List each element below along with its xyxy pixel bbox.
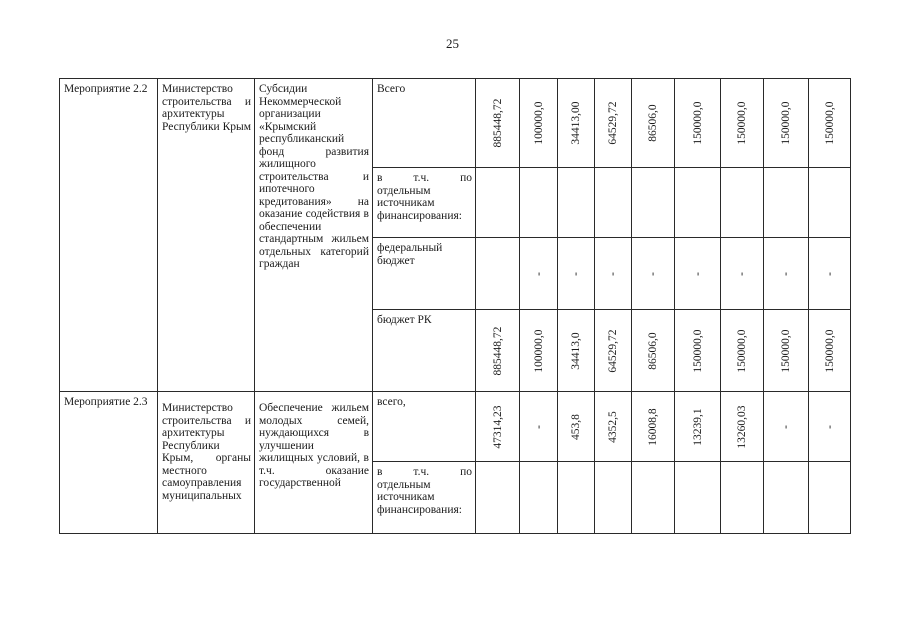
source-label: бюджет РК [377, 314, 432, 326]
value-text: 885448,72 [491, 326, 504, 375]
value-cell [520, 79, 558, 168]
value-cell [675, 238, 721, 310]
source-label: Всего [377, 83, 406, 95]
value-text: 13239,1 [691, 407, 704, 446]
value-cell [764, 310, 809, 392]
value-cell [520, 462, 558, 534]
value-cell [520, 238, 558, 310]
value-text: - [823, 271, 836, 276]
value-cell [675, 168, 721, 238]
value-cell [764, 462, 809, 534]
value-text: 150000,0 [691, 101, 704, 145]
value-text: 34413,0 [569, 331, 582, 370]
value-cell [595, 392, 632, 462]
value-cell [675, 79, 721, 168]
value-cell [595, 79, 632, 168]
value-cell [558, 392, 595, 462]
value-text: 47314,23 [491, 404, 504, 449]
value-cell [558, 168, 595, 238]
value-cell [764, 79, 809, 168]
value-cell [476, 238, 520, 310]
value-cell [675, 462, 721, 534]
description-cell [255, 392, 373, 534]
value-cell [721, 462, 764, 534]
value-cell [721, 238, 764, 310]
value-cell [558, 238, 595, 310]
value-cell [595, 238, 632, 310]
value-text: - [779, 424, 792, 429]
value-cell [809, 79, 851, 168]
source-label: в т.ч. по отдельным источникам финансирования: [377, 466, 472, 516]
source-label: всего, [377, 396, 406, 408]
value-text: 86506,0 [646, 104, 659, 142]
value-text: - [532, 271, 545, 276]
source-cell [373, 392, 476, 462]
value-text: - [691, 271, 704, 276]
value-cell [558, 310, 595, 392]
value-cell [476, 168, 520, 238]
value-cell [632, 168, 675, 238]
value-text: 453,8 [569, 413, 582, 440]
value-cell [809, 310, 851, 392]
value-text: 150000,0 [691, 328, 704, 373]
event-cell [60, 79, 158, 392]
source-label: в т.ч. по отдельным источникам финансирования: [377, 172, 472, 222]
value-text: 64529,72 [606, 101, 619, 145]
value-cell [764, 238, 809, 310]
value-cell [632, 310, 675, 392]
table-row [60, 392, 851, 462]
event-label: Мероприятие 2.2 [64, 83, 148, 95]
value-cell [476, 462, 520, 534]
value-cell [520, 392, 558, 462]
value-text: 885448,72 [491, 98, 504, 148]
event-label: Мероприятие 2.3 [64, 396, 148, 408]
value-cell [809, 168, 851, 238]
value-text: 150000,0 [823, 101, 836, 145]
event-cell [60, 392, 158, 534]
value-cell [595, 168, 632, 238]
value-cell [809, 392, 851, 462]
value-text: 64529,72 [606, 328, 619, 373]
description-label: Субсидии Некоммерческой организации «Крымский республиканский фонд развития жилищного строительства и ипотечного кредитования» на оказание содействия в обеспечении стандартным жильем отдельных категорий граждан [259, 83, 369, 270]
source-cell [373, 168, 476, 238]
executor-cell [158, 79, 255, 392]
source-label: федеральный бюджет [377, 242, 443, 267]
value-text: 100000,0 [532, 328, 545, 373]
value-text: 16008,8 [646, 407, 659, 446]
executor-label: Министерство строительства и архитектуры Республики Крым [162, 83, 251, 133]
value-cell [721, 392, 764, 462]
value-cell [558, 462, 595, 534]
value-cell [675, 310, 721, 392]
value-cell [476, 79, 520, 168]
value-text: 86506,0 [646, 331, 659, 370]
value-cell [721, 310, 764, 392]
value-cell [721, 168, 764, 238]
value-cell [632, 392, 675, 462]
value-text: - [646, 271, 659, 276]
value-cell [675, 392, 721, 462]
value-text: 4352,5 [606, 410, 619, 443]
value-text: 150000,0 [735, 328, 748, 373]
value-cell [632, 79, 675, 168]
value-text: 150000,0 [823, 328, 836, 373]
value-cell [595, 310, 632, 392]
executor-label: Министерство строительства и архитектуры Республики Крым, органы местного самоуправления муниципальных [162, 402, 251, 502]
value-cell [476, 392, 520, 462]
value-cell [476, 310, 520, 392]
description-label: Обеспечение жильем молодых семей, нуждающихся в улучшении жилищных условий, в т.ч. оказание государственной [259, 402, 369, 489]
page-number: 25 [446, 36, 459, 51]
value-text: 150000,0 [779, 101, 792, 145]
funding-table [59, 78, 851, 534]
value-text: - [779, 271, 792, 276]
value-text: 150000,0 [779, 328, 792, 373]
value-cell [632, 238, 675, 310]
value-cell [595, 462, 632, 534]
value-cell [809, 462, 851, 534]
value-text: - [606, 271, 619, 276]
value-cell [721, 79, 764, 168]
value-text: - [823, 424, 836, 429]
value-text: 13260,03 [735, 404, 748, 449]
executor-cell [158, 392, 255, 534]
source-cell [373, 79, 476, 168]
source-cell [373, 310, 476, 392]
source-cell [373, 462, 476, 534]
source-cell [373, 238, 476, 310]
value-cell [520, 310, 558, 392]
value-cell [520, 168, 558, 238]
description-cell [255, 79, 373, 392]
value-text: - [735, 271, 748, 276]
value-cell [764, 392, 809, 462]
value-cell [632, 462, 675, 534]
value-text: 34413,00 [569, 101, 582, 145]
table-row [60, 79, 851, 168]
value-cell [809, 238, 851, 310]
value-text: 100000,0 [532, 101, 545, 145]
value-text: - [532, 424, 545, 429]
value-cell [764, 168, 809, 238]
value-text: 150000,0 [735, 101, 748, 145]
value-cell [558, 79, 595, 168]
value-text: - [569, 271, 582, 276]
